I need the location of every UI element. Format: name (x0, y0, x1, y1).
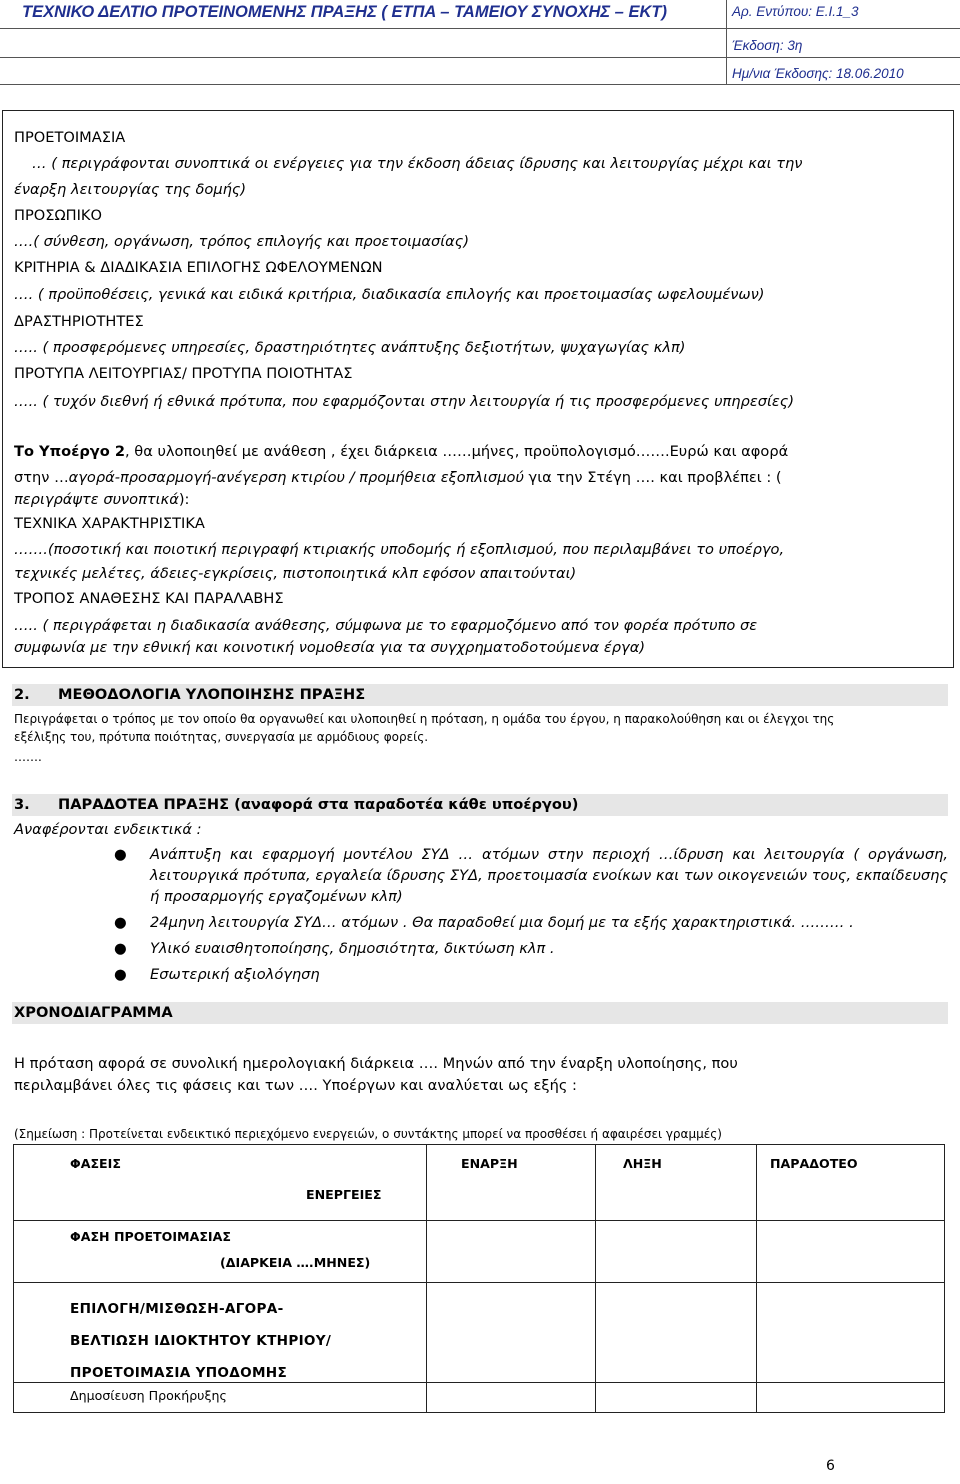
col-end: ΛΗΞΗ (623, 1156, 662, 1171)
table-cell (14, 1221, 427, 1283)
table-row (14, 1221, 945, 1283)
page-number: 6 (826, 1458, 835, 1474)
table-cell (757, 1383, 945, 1413)
deliverables-list (108, 844, 948, 990)
section3-number: 3. (14, 796, 30, 813)
table-row (14, 1283, 945, 1383)
col-actions: ΕΝΕΡΓΕΙΕΣ (306, 1187, 382, 1202)
schedule-table (13, 1144, 945, 1413)
timeline-heading: ΧΡΟΝΟΔΙΑΓΡΑΜΜΑ (14, 1004, 173, 1021)
table-cell (14, 1283, 427, 1383)
form-number: Αρ. Εντύπου: Ε.Ι.1_3 (732, 4, 859, 19)
subproject-line1: Το Υποέργο 2, θα υλοποιηθεί με ανάθεση , έχει διάρκεια ……μήνες, προϋπολογισμό…….Ευρώ και αφορά (14, 443, 789, 460)
col-start: ΕΝΑΡΞΗ (461, 1156, 518, 1171)
tech-line2: τεχνικές μελέτες, άδειες-εγκρίσεις, πιστοποιητικά κλπ εφόσον απαιτούνται) (14, 565, 577, 582)
timeline-text-line2: περιλαμβάνει όλες τις φάσεις και των …. Υποέργων και αναλύεται ως εξής : (14, 1077, 577, 1094)
bullet-icon: ● (114, 914, 127, 931)
award-line1: ….. ( περιγράφεται η διαδικασία ανάθεσης, σύμφωνα με το εφαρμοζόμενο από τον φορέα πρότυπο σε (14, 617, 758, 634)
table-cell (14, 1145, 427, 1221)
preparation-desc-line2: έναρξη λειτουργίας της δομής) (14, 181, 247, 198)
section2-title: ΜΕΘΟΔΟΛΟΓΙΑ ΥΛΟΠΟΙΗΣΗΣ ΠΡΑΞΗΣ (58, 686, 366, 703)
section3-title: ΠΑΡΑΔΟΤΕΑ ΠΡΑΞΗΣ (αναφορά στα παραδοτέα κάθε υποέργου) (58, 796, 579, 813)
bullet-icon: ● (114, 846, 127, 863)
criteria-heading: ΚΡΙΤΗΡΙΑ & ΔΙΑΔΙΚΑΣΙΑ ΕΠΙΛΟΓΗΣ ΩΦΕΛΟΥΜΕΝΩΝ (14, 259, 383, 276)
timeline-note: (Σημείωση : Προτείνεται ενδεικτικό περιεχόμενο ενεργειών, ο συντάκτης μπορεί να προσθέσει ή αφαιρέσει γραμμές) (14, 1127, 722, 1141)
divider (0, 28, 960, 29)
list-item: ● 24μηνη λειτουργία ΣΥΔ… ατόμων . Θα παραδοθεί μια δομή με τα εξής χαρακτηριστικά. ……… . (114, 914, 854, 931)
standards-desc: ….. ( τυχόν διεθνή ή εθνικά πρότυπα, που εφαρμόζονται στην λειτουργία ή τις προσφερόμενες υπηρεσίες) (14, 393, 795, 410)
tech-line1: …….(ποσοτική και ποιοτική περιγραφή κτιριακής υποδομής ή εξοπλισμού, που περιλαμβάνει το υποέργο, (14, 541, 785, 558)
table-cell (596, 1383, 757, 1413)
subproject-line3: περιγράψτε συνοπτικά): (14, 491, 190, 508)
criteria-desc: …. ( προϋποθέσεις, γενικά και ειδικά κριτήρια, διαδικασία επιλογής και προετοιμασίας ωφελουμένων) (14, 286, 765, 303)
section2-text-line2: εξέλιξης του, πρότυπα ποιότητας, συνεργασία με αρμόδιους φορείς. (14, 730, 429, 744)
bullet-icon: ● (114, 940, 127, 957)
table-cell (757, 1145, 945, 1221)
phase-prep-duration: (ΔΙΑΡΚΕΙΑ ….ΜΗΝΕΣ) (220, 1255, 371, 1270)
award-line2: συμφωνία με την εθνική και κοινοτική νομοθεσία για τα συγχρηματοδοτούμενα έργα) (14, 639, 646, 656)
table-cell (757, 1283, 945, 1383)
list-item: ● Ανάπτυξη και εφαρμογή μοντέλου ΣΥΔ … ατόμων στην περιοχή …ίδρυση και λειτουργία ( οργάνωση, λειτουργικά πρότυπα, εργαλεία ίδρυσης ΣΥΔ, προετοιμασία ενοίκων και των οικογενειών τους, εκπαίδευσης ή προσαρμογής εργαζομένων κλπ) (114, 846, 948, 905)
award-heading: ΤΡΟΠΟΣ ΑΝΑΘΕΣΗΣ ΚΑΙ ΠΑΡΑΛΑΒΗΣ (14, 590, 284, 607)
divider (0, 57, 960, 58)
action-publish: Δημοσίευση Προκήρυξης (70, 1388, 227, 1403)
preparation-heading: ΠΡΟΕΤΟΙΜΑΣΙΑ (14, 129, 126, 146)
subproject-label: Το Υποέργο 2 (14, 443, 125, 460)
activities-desc: ….. ( προσφερόμενες υπηρεσίες, δραστηριότητες ανάπτυξης δεξιοτήτων, ψυχαγωγίας κλπ) (14, 339, 686, 356)
table-cell (596, 1221, 757, 1283)
table-cell (596, 1283, 757, 1383)
list-item: ● Υλικό ευαισθητοποίησης, δημοσιότητα, δικτύωση κλπ . (114, 940, 555, 957)
divider (0, 84, 960, 85)
activities-heading: ΔΡΑΣΤΗΡΙΟΤΗΤΕΣ (14, 313, 144, 330)
phase-prep: ΦΑΣΗ ΠΡΟΕΤΟΙΜΑΣΙΑΣ (70, 1229, 231, 1244)
col-deliverable: ΠΑΡΑΔΟΤΕΟ (770, 1156, 858, 1171)
bullet-icon: ● (114, 966, 127, 983)
staff-heading: ΠΡΟΣΩΠΙΚΟ (14, 207, 102, 224)
document-header (0, 0, 960, 110)
table-cell (757, 1221, 945, 1283)
timeline-text-line1: Η πρόταση αφορά σε συνολική ημερολογιακή διάρκεια …. Μηνών από την έναρξη υλοποίησης, που (14, 1055, 738, 1072)
document-title: ΤΕΧΝΙΚΟ ΔΕΛΤΙΟ ΠΡΟΤΕΙΝΟΜΕΝΗΣ ΠΡΑΞΗΣ ( ΕΤΠΑ – ΤΑΜΕΙΟΥ ΣΥΝΟΧΗΣ – ΕΚΤ) (22, 3, 667, 21)
table-row (14, 1145, 945, 1221)
staff-desc: ….( σύνθεση, οργάνωση, τρόπος επιλογής και προετοιμασίας) (14, 233, 470, 250)
subproject-line2: στην …αγορά-προσαρμογή-ανέγερση κτιρίου / προμήθεια εξοπλισμού για την Στέγη …. και προβλέπει : ( (14, 469, 782, 486)
list-item: ● Εσωτερική αξιολόγηση (114, 966, 320, 983)
section2-dots: ……. (14, 750, 42, 764)
section2-number: 2. (14, 686, 30, 703)
section2-text-line1: Περιγράφεται ο τρόπος με τον οποίο θα οργανωθεί και υλοποιηθεί η πρόταση, η ομάδα του έργου, η παρακολούθηση και οι έλεγχοι της (14, 712, 835, 726)
col-phases: ΦΑΣΕΙΣ (70, 1156, 121, 1171)
tech-heading: ΤΕΧΝΙΚΑ ΧΑΡΑΚΤΗΡΙΣΤΙΚΑ (14, 515, 205, 532)
edition-date: Ημ/νια Έκδοσης: 18.06.2010 (732, 66, 904, 81)
preparation-desc-line1: … ( περιγράφονται συνοπτικά οι ενέργειες για την έκδοση άδειας ίδρυσης και λειτουργίας μέχρι και την (32, 155, 803, 172)
phase-building: ΕΠΙΛΟΓΗ/ΜΙΣΘΩΣΗ-ΑΓΟΡΑ- ΒΕΛΤΙΩΣΗ ΙΔΙΟΚΤΗΤΟΥ ΚΤΗΡΙΟΥ/ ΠΡΟΕΤΟΙΜΑΣΙΑ ΥΠΟΔΟΜΗΣ (70, 1301, 332, 1381)
divider (726, 0, 727, 84)
edition: Έκδοση: 3η (732, 38, 803, 53)
standards-heading: ΠΡΟΤΥΠΑ ΛΕΙΤΟΥΡΓΙΑΣ/ ΠΡΟΤΥΠΑ ΠΟΙΟΤΗΤΑΣ (14, 365, 353, 382)
section3-intro: Αναφέρονται ενδεικτικά : (14, 821, 202, 838)
